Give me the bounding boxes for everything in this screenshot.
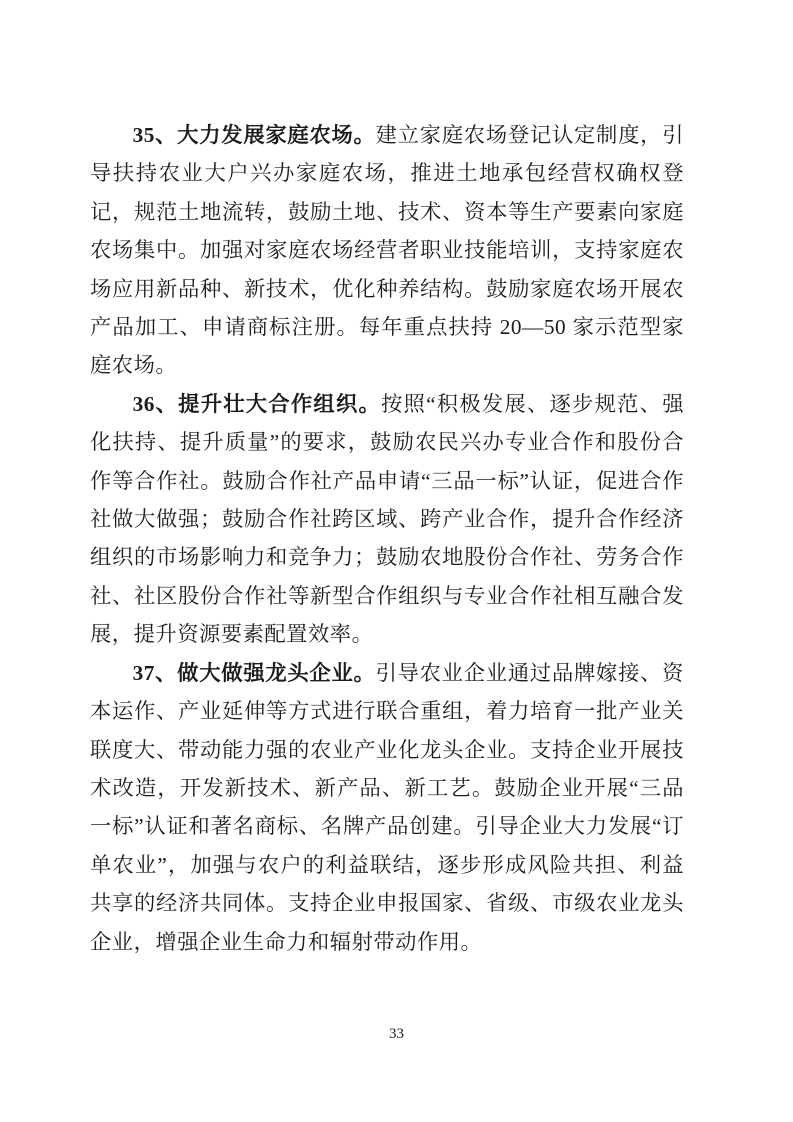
paragraph-37-text: 引导农业企业通过品牌嫁接、资本运作、产业延伸等方式进行联合重组，着力培育一批产业关联度大、带动能力强的农业产业化龙头企业。支持企业开展技术改造，开发新技术、新产品、新工艺。鼓励企业开展“三品一标”认证和著名商标、名牌产品创建。引导企业大力发展“订单农业”，加强与农户的利益联结，逐步形成风险共担、利益共享的经济共同体。支持企业申报国家、省级、市级农业龙头企业，增强企业生命力和辐射带动作用。 xyxy=(90,660,684,954)
paragraph-36-heading: 36、提升壮大合作组织。 xyxy=(132,391,382,416)
page-number: 33 xyxy=(389,1026,404,1042)
paragraph-37 xyxy=(90,654,684,961)
paragraph-37-heading: 37、做大做强龙头企业。 xyxy=(132,660,376,685)
document-body xyxy=(90,116,684,961)
paragraph-36-text: 按照“积极发展、逐步规范、强化扶持、提升质量”的要求，鼓励农民兴办专业合作和股份合作等合作社。鼓励合作社产品申请“三品一标”认证，促进合作社做大做强；鼓励合作社跨区域、跨产业合作，提升合作经济组织的市场影响力和竞争力；鼓励农地股份合作社、劳务合作社、社区股份合作社等新型合作组织与专业合作社相互融合发展，提升资源要素配置效率。 xyxy=(90,391,684,647)
paragraph-35 xyxy=(90,116,684,385)
paragraph-35-heading: 35、大力发展家庭农场。 xyxy=(132,123,376,147)
paragraph-36 xyxy=(90,385,684,654)
paragraph-35-text: 建立家庭农场登记认定制度，引导扶持农业大户兴办家庭农场，推进土地承包经营权确权登记，规范土地流转，鼓励土地、技术、资本等生产要素向家庭农场集中。加强对家庭农场经营者职业技能培训，支持家庭农场应用新品种、新技术，优化种养结构。鼓励家庭农场开展农产品加工、申请商标注册。每年重点扶持 20—50 家示范型家庭农场。 xyxy=(90,123,684,378)
